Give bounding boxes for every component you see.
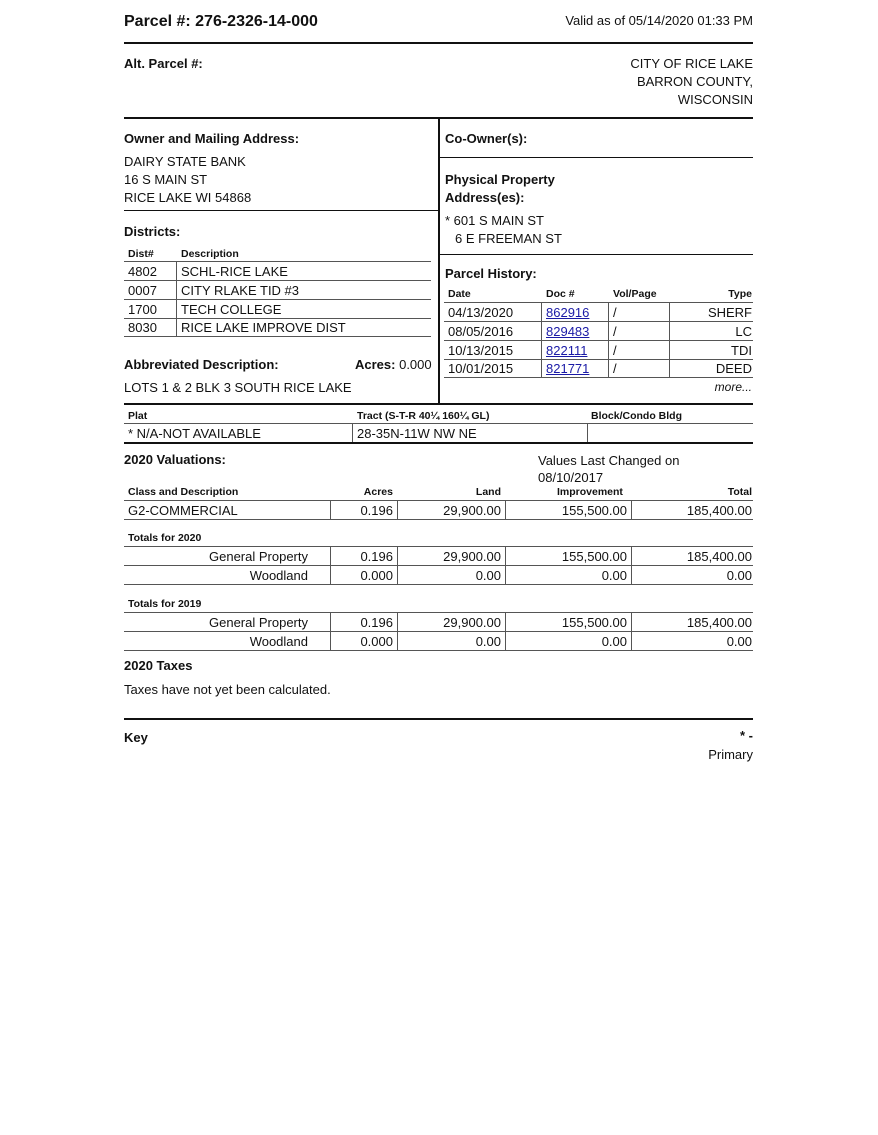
history-col-vol: Vol/Page xyxy=(613,288,657,300)
taxes-text: Taxes have not yet been calculated. xyxy=(124,682,331,697)
owner-address xyxy=(124,153,251,207)
physical-address-rule xyxy=(440,254,753,255)
history-date: 04/13/2020 xyxy=(448,305,514,320)
district-desc: SCHL-RICE LAKE xyxy=(181,264,288,279)
district-desc: TECH COLLEGE xyxy=(181,302,282,317)
history-vol: / xyxy=(613,324,617,339)
history-more-link[interactable]: more... xyxy=(714,380,752,394)
plat-header-rule xyxy=(124,423,753,424)
history-col-date: Date xyxy=(448,288,471,300)
physical-address-line: 6 E FREEMAN ST xyxy=(455,231,562,246)
history-type: DEED xyxy=(715,361,752,376)
totals-class: Woodland xyxy=(249,568,308,583)
history-row-rule xyxy=(444,359,753,360)
owner-heading: Owner and Mailing Address: xyxy=(124,131,300,146)
plat-col-sep xyxy=(587,424,588,442)
abbrev-acres-value: 0.000 xyxy=(399,357,432,372)
plat-col-block: Block/Condo Bldg xyxy=(591,410,682,422)
key-symbol: * - xyxy=(740,728,753,743)
districts-col-desc: Description xyxy=(181,248,239,260)
district-dist: 8030 xyxy=(128,320,157,335)
district-dist: 0007 xyxy=(128,283,157,298)
history-date: 08/05/2016 xyxy=(448,324,514,339)
physical-address-heading-line: Address(es): xyxy=(445,190,525,205)
totals-row-rule xyxy=(124,565,753,566)
totals-improvement: 0.00 xyxy=(601,568,627,583)
municipality xyxy=(630,55,753,109)
district-desc: RICE LAKE IMPROVE DIST xyxy=(181,320,346,335)
physical-addresses xyxy=(445,212,562,248)
val-row-rule xyxy=(124,519,753,520)
totals-improvement: 155,500.00 xyxy=(561,549,627,564)
key-heading: Key xyxy=(124,730,148,745)
plat-col-plat: Plat xyxy=(128,410,148,422)
totals-2020-rule xyxy=(124,546,753,547)
district-dist: 4802 xyxy=(128,264,157,279)
values-last-changed-line: Values Last Changed on xyxy=(538,453,680,468)
val-land: 29,900.00 xyxy=(443,503,501,518)
abbrev-heading: Abbreviated Description: xyxy=(124,357,279,372)
municipality-line: WISCONSIN xyxy=(677,92,753,107)
valuations-heading: 2020 Valuations: xyxy=(124,452,226,467)
history-vol: / xyxy=(613,343,617,358)
plat-col-sep xyxy=(352,424,353,442)
totals-2019-rule xyxy=(124,612,753,613)
val-col-sep xyxy=(397,501,398,519)
totals-2020-label: Totals for 2020 xyxy=(128,532,202,544)
physical-address-heading-line: Physical Property xyxy=(445,172,555,187)
totals-land: 29,900.00 xyxy=(443,549,501,564)
history-doc-link[interactable]: 822111 xyxy=(546,343,588,358)
totals-2019-label: Totals for 2019 xyxy=(128,598,202,610)
totals-total: 0.00 xyxy=(726,568,752,583)
totals-total: 185,400.00 xyxy=(686,549,752,564)
totals-row-rule xyxy=(124,631,753,632)
val-col-land: Land xyxy=(475,486,501,498)
district-dist: 1700 xyxy=(128,302,157,317)
val-improvement: 155,500.00 xyxy=(561,503,627,518)
totals-improvement: 155,500.00 xyxy=(561,615,627,630)
val-col-class: Class and Description xyxy=(128,486,239,498)
co-owner-rule xyxy=(440,157,753,158)
district-row-rule xyxy=(124,318,431,319)
totals-land: 0.00 xyxy=(475,568,501,583)
history-col-doc: Doc # xyxy=(546,288,575,300)
physical-address-heading xyxy=(445,171,555,207)
totals-acres: 0.000 xyxy=(360,634,393,649)
district-row-rule xyxy=(124,280,431,281)
header-rule xyxy=(124,42,753,44)
districts-header-rule xyxy=(124,261,431,262)
plat-col-tract: Tract (S-T-R 40¼ 160¼ GL) xyxy=(357,410,490,422)
totals-row-rule xyxy=(124,650,753,651)
plat-value: * N/A-NOT AVAILABLE xyxy=(128,426,261,441)
districts-heading: Districts: xyxy=(124,224,181,239)
history-type: SHERF xyxy=(707,305,752,320)
tract-value: 28-35N-11W NW NE xyxy=(357,426,477,441)
municipality-line: BARRON COUNTY, xyxy=(636,74,753,89)
history-vol: / xyxy=(613,361,617,376)
abbrev-acres xyxy=(355,357,432,372)
key-meaning: Primary xyxy=(708,747,753,762)
values-last-changed xyxy=(538,452,679,486)
history-type: TDI xyxy=(731,343,752,358)
history-vol: / xyxy=(613,305,617,320)
history-row-rule xyxy=(444,321,753,322)
history-doc-link[interactable]: 829483 xyxy=(546,324,590,339)
key-rule xyxy=(124,718,753,720)
totals-acres: 0.196 xyxy=(360,549,393,564)
district-row-rule xyxy=(124,299,431,300)
district-desc: CITY RLAKE TID #3 xyxy=(181,283,300,298)
districts-col-dist: Dist# xyxy=(128,248,154,260)
owner-line: 16 S MAIN ST xyxy=(124,172,208,187)
totals-class: General Property xyxy=(209,615,308,630)
owner-rule xyxy=(124,210,438,211)
history-date: 10/13/2015 xyxy=(448,343,514,358)
val-class: G2-COMMERCIAL xyxy=(128,503,238,518)
history-header-rule xyxy=(444,302,753,303)
co-owner-heading: Co-Owner(s): xyxy=(445,131,528,146)
val-col-improvement: Improvement xyxy=(557,486,623,498)
totals-land: 29,900.00 xyxy=(443,615,501,630)
val-col-sep xyxy=(631,501,632,519)
valuation-rule xyxy=(124,442,753,444)
totals-total: 0.00 xyxy=(726,634,752,649)
parcel-history-heading: Parcel History: xyxy=(445,266,537,281)
val-col-sep xyxy=(505,501,506,519)
totals-acres: 0.196 xyxy=(360,615,393,630)
history-row-rule xyxy=(444,377,753,378)
values-last-changed-line: 08/10/2017 xyxy=(538,470,604,485)
owner-line: RICE LAKE WI 54868 xyxy=(124,190,252,205)
val-col-sep xyxy=(330,501,331,519)
physical-address-line: * 601 S MAIN ST xyxy=(445,213,544,228)
history-doc-link[interactable]: 821771 xyxy=(546,361,590,376)
district-row-rule xyxy=(124,336,431,337)
totals-improvement: 0.00 xyxy=(601,634,627,649)
column-divider xyxy=(438,118,440,403)
val-col-acres: Acres xyxy=(363,486,393,498)
alt-parcel-label: Alt. Parcel #: xyxy=(124,56,203,71)
totals-class: Woodland xyxy=(249,634,308,649)
val-total: 185,400.00 xyxy=(686,503,752,518)
totals-total: 185,400.00 xyxy=(686,615,752,630)
owner-line: DAIRY STATE BANK xyxy=(124,154,246,169)
abbrev-acres-label: Acres: xyxy=(355,357,396,372)
val-col-total: Total xyxy=(727,486,752,498)
plat-rule xyxy=(124,403,753,405)
valid-as-of: Valid as of 05/14/2020 01:33 PM xyxy=(565,13,753,28)
taxes-heading: 2020 Taxes xyxy=(124,658,193,673)
history-date: 10/01/2015 xyxy=(448,361,514,376)
totals-row-rule xyxy=(124,584,753,585)
totals-acres: 0.000 xyxy=(360,568,393,583)
totals-class: General Property xyxy=(209,549,308,564)
parcel-number: Parcel #: 276-2326-14-000 xyxy=(124,13,318,30)
history-col-type: Type xyxy=(728,288,752,300)
val-acres: 0.196 xyxy=(360,503,393,518)
totals-land: 0.00 xyxy=(475,634,501,649)
history-row-rule xyxy=(444,340,753,341)
abbrev-text: LOTS 1 & 2 BLK 3 SOUTH RICE LAKE xyxy=(124,380,352,395)
history-type: LC xyxy=(735,324,752,339)
val-header-rule xyxy=(124,500,753,501)
history-doc-link[interactable]: 862916 xyxy=(546,305,590,320)
municipality-line: CITY OF RICE LAKE xyxy=(630,56,753,71)
